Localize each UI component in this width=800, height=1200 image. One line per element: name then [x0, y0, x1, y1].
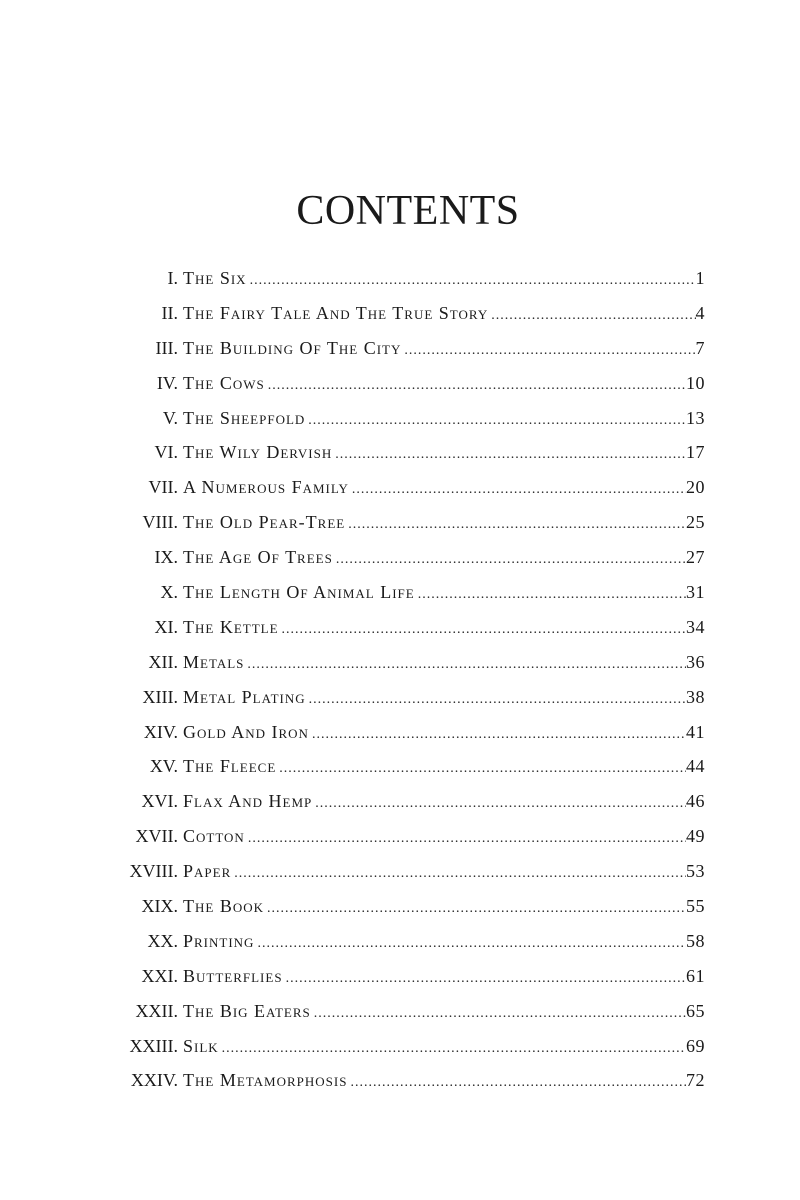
chapter-numeral: I. [167, 268, 178, 288]
chapter-title: The Building Of The City [183, 337, 402, 358]
page-number: 72 [686, 1070, 705, 1091]
toc-entry[interactable] [100, 1036, 705, 1071]
toc-entry[interactable] [100, 931, 705, 966]
toc-entry[interactable] [100, 722, 705, 757]
chapter-title: Metals [183, 651, 245, 672]
chapter-numeral: XXII. [135, 1000, 178, 1021]
dot-leader [276, 761, 686, 777]
chapter-numeral: V. [162, 407, 178, 428]
page-title: CONTENTS [296, 188, 520, 234]
page-number: 31 [686, 582, 705, 603]
chapter-numeral: VII. [148, 477, 178, 498]
page-number: 53 [686, 861, 705, 882]
chapter-title: The Cows [183, 372, 265, 393]
page-number: 10 [686, 372, 705, 393]
dot-leader [231, 866, 686, 882]
toc-entry[interactable] [100, 512, 705, 547]
chapter-numeral: XVI. [141, 791, 178, 812]
chapter-numeral: VIII. [142, 512, 178, 533]
chapter-numeral: XIX. [141, 896, 178, 917]
chapter-title: The Metamorphosis [183, 1070, 348, 1091]
dot-leader [264, 901, 686, 917]
chapter-numeral: XX. [147, 930, 178, 951]
page-number: 61 [686, 965, 705, 986]
toc-entry[interactable] [100, 687, 705, 722]
toc-entry[interactable] [100, 826, 705, 861]
dot-leader [345, 517, 686, 533]
dot-leader [247, 273, 696, 289]
chapter-title: The Fleece [183, 756, 277, 777]
chapter-numeral: II. [161, 302, 178, 323]
chapter-title: Gold And Iron [183, 721, 309, 742]
chapter-numeral: XI. [154, 616, 178, 637]
chapter-numeral: III. [155, 337, 178, 358]
chapter-title: Metal Plating [183, 686, 306, 707]
chapter-title: The Old Pear-Tree [183, 512, 346, 533]
dot-leader [311, 1006, 686, 1022]
chapter-numeral: XXIII. [129, 1035, 178, 1056]
dot-leader [415, 587, 686, 603]
toc-entry[interactable] [100, 338, 705, 373]
dot-leader [309, 727, 686, 743]
page-number: 44 [686, 756, 705, 777]
chapter-numeral: IV. [156, 372, 178, 393]
dot-leader [401, 343, 695, 359]
chapter-title: Cotton [183, 826, 245, 847]
dot-leader [305, 413, 686, 429]
toc-entry[interactable] [100, 966, 705, 1001]
page-number: 4 [695, 302, 705, 323]
dot-leader [306, 692, 686, 708]
toc-entry[interactable] [100, 303, 705, 338]
dot-leader [245, 831, 686, 847]
toc-entry[interactable] [100, 268, 705, 303]
toc-entry[interactable] [100, 861, 705, 896]
chapter-numeral: XII. [148, 651, 178, 672]
dot-leader [254, 936, 686, 952]
dot-leader [219, 1041, 686, 1057]
chapter-numeral: XVII. [135, 826, 178, 847]
page-number: 65 [686, 1000, 705, 1021]
dot-leader [244, 657, 686, 673]
chapter-title: The Big Eaters [183, 1000, 311, 1021]
toc-entry[interactable] [100, 896, 705, 931]
page-number: 27 [686, 547, 705, 568]
page-number: 25 [686, 512, 705, 533]
page-number: 41 [686, 721, 705, 742]
chapter-title: A Numerous Family [183, 477, 349, 498]
toc-entry[interactable] [100, 617, 705, 652]
toc-entry[interactable] [100, 477, 705, 512]
dot-leader [279, 622, 686, 638]
chapter-numeral: XIII. [142, 686, 178, 707]
toc-entry[interactable] [100, 547, 705, 582]
chapter-title: Silk [183, 1035, 219, 1056]
chapter-numeral: XXIV. [130, 1070, 178, 1091]
chapter-title: Printing [183, 930, 255, 951]
chapter-title: The Fairy Tale And The True Story [183, 302, 489, 323]
page-number: 38 [686, 686, 705, 707]
toc-entry[interactable] [100, 756, 705, 791]
dot-leader [488, 308, 695, 324]
toc-entry[interactable] [100, 442, 705, 477]
chapter-numeral: XXI. [141, 965, 178, 986]
page-number: 20 [686, 477, 705, 498]
toc-entry[interactable] [100, 408, 705, 443]
chapter-title: Paper [183, 861, 232, 882]
dot-leader [265, 378, 686, 394]
page-number: 55 [686, 896, 705, 917]
dot-leader [349, 482, 686, 498]
page-number: 58 [686, 930, 705, 951]
dot-leader [333, 552, 686, 568]
page-number: 17 [686, 442, 705, 463]
chapter-numeral: XV. [149, 756, 178, 777]
chapter-title: The Wily Dervish [183, 442, 333, 463]
chapter-numeral: XIV. [143, 721, 178, 742]
chapter-title: Flax And Hemp [183, 791, 313, 812]
dot-leader [347, 1075, 686, 1091]
dot-leader [283, 971, 686, 987]
chapter-title: The Six [183, 268, 247, 288]
page-number: 1 [695, 268, 705, 288]
toc-entry[interactable] [100, 373, 705, 408]
page-number: 69 [686, 1035, 705, 1056]
dot-leader [312, 796, 686, 812]
chapter-title: Butterflies [183, 965, 283, 986]
page-number: 49 [686, 826, 705, 847]
table-of-contents [100, 268, 705, 1105]
chapter-title: The Length Of Animal Life [183, 582, 415, 603]
page-number: 7 [695, 337, 705, 358]
toc-entry[interactable] [100, 582, 705, 617]
chapter-title: The Book [183, 896, 264, 917]
toc-entry[interactable] [100, 1001, 705, 1036]
chapter-numeral: VI. [154, 442, 178, 463]
dot-leader [332, 447, 686, 463]
chapter-title: The Sheepfold [183, 407, 306, 428]
chapter-numeral: X. [160, 582, 178, 603]
page-number: 36 [686, 651, 705, 672]
toc-entry[interactable] [100, 1070, 705, 1105]
chapter-title: The Kettle [183, 616, 279, 637]
chapter-numeral: IX. [154, 547, 178, 568]
page-number: 13 [686, 407, 705, 428]
chapter-title: The Age Of Trees [183, 547, 333, 568]
chapter-numeral: XVIII. [129, 861, 178, 882]
toc-entry[interactable] [100, 652, 705, 687]
page-number: 34 [686, 616, 705, 637]
toc-entry[interactable] [100, 791, 705, 826]
page-number: 46 [686, 791, 705, 812]
